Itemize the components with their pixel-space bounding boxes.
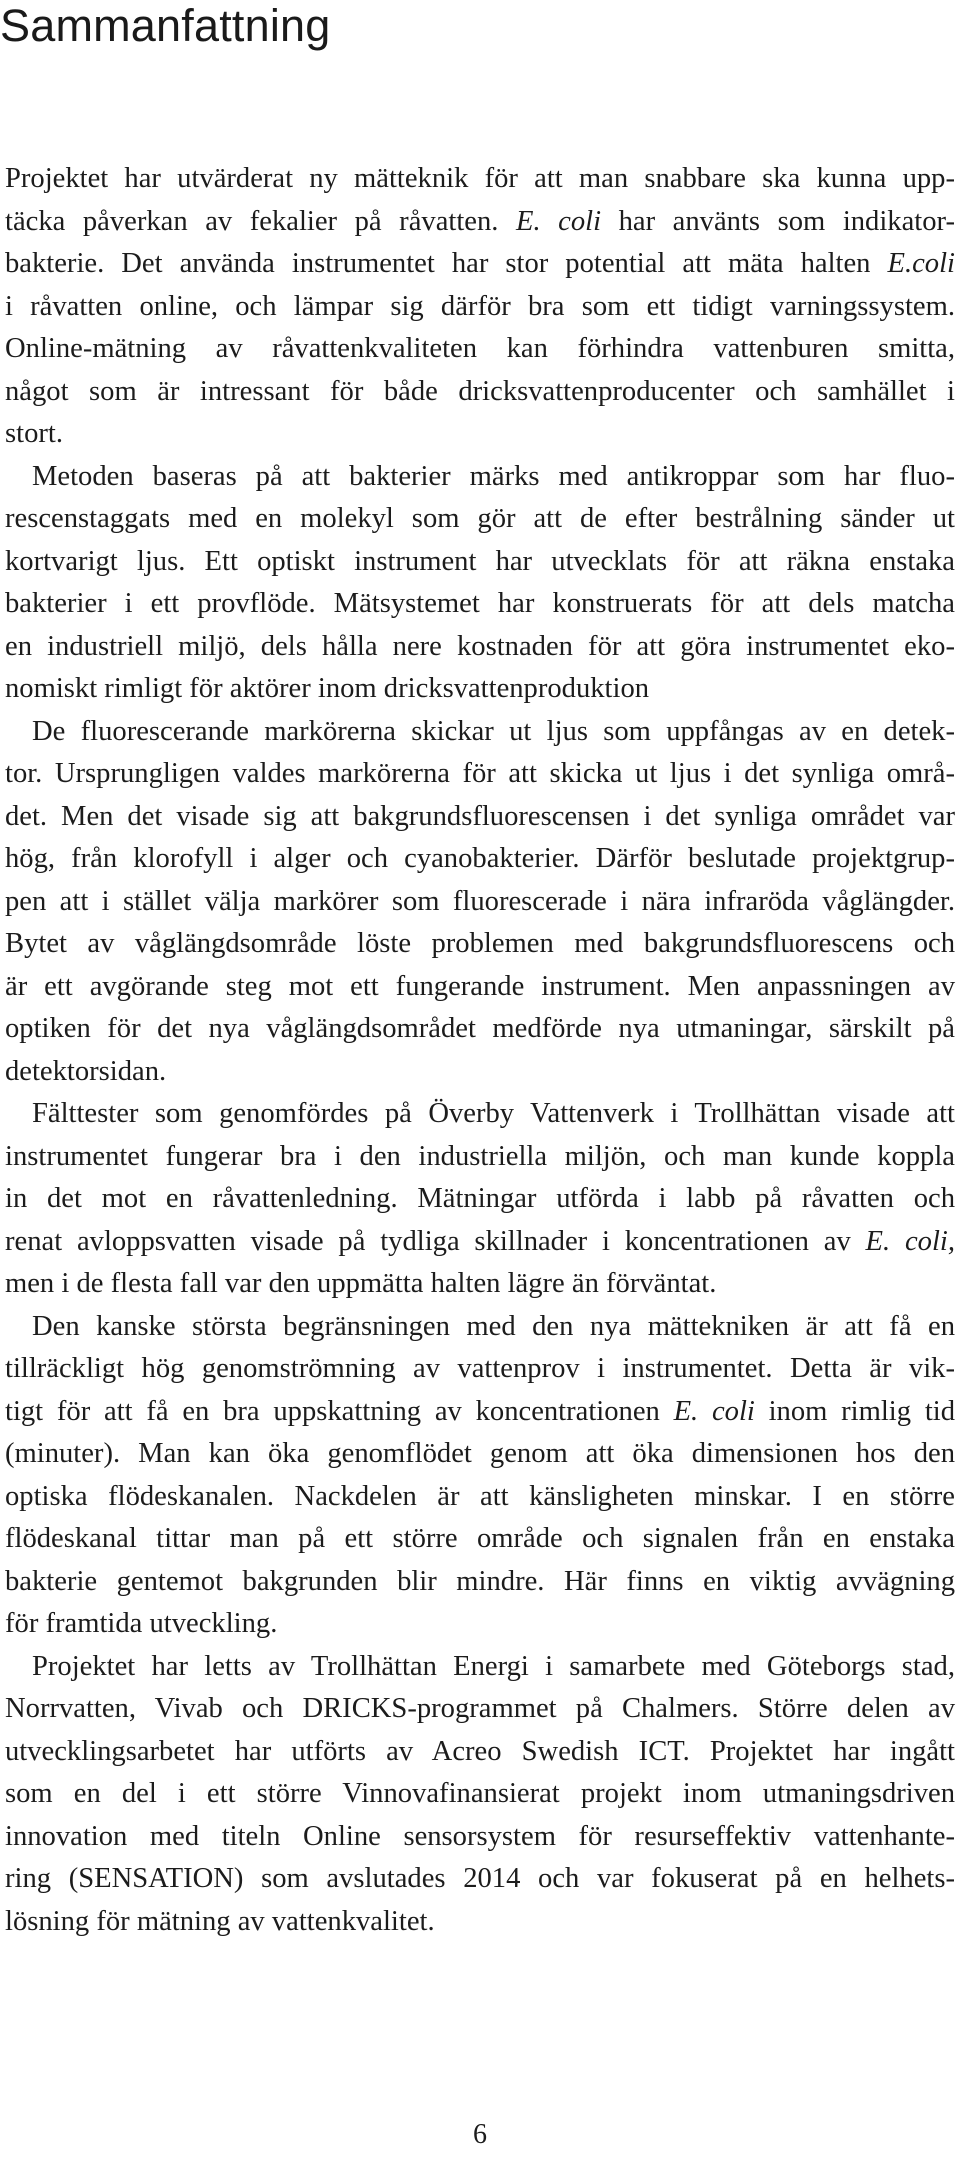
text-run: bakterie. Det använda instrumentet har stor potential att mäta halten — [5, 248, 888, 279]
text-line — [5, 1348, 955, 1391]
text-run: Projektet har letts av Trollhättan Energi i samarbete med Göteborgs stad, — [32, 1650, 955, 1682]
paragraph — [5, 1093, 955, 1306]
page-title: Sammanfattning — [0, 0, 331, 51]
text-line — [5, 626, 955, 669]
text-line — [5, 753, 955, 796]
text-run: Bytet av våglängdsområde löste problemen med bakgrundsfluorescens och — [5, 928, 955, 959]
text-line — [5, 1773, 955, 1816]
text-line — [5, 1688, 955, 1731]
text-line — [5, 796, 955, 839]
text-line — [5, 1136, 955, 1179]
text-run: nomiskt rimligt för aktörer inom dricksvattenproduktion — [5, 673, 650, 704]
text-run: rescenstaggats med en molekyl som gör att de efter bestrålning sänder ut — [5, 503, 955, 534]
text-run: ring (SENSATION) som avslutades 2014 och var fokuserat på en helhets- — [5, 1863, 955, 1894]
text-run: inom rimlig tid — [754, 1395, 955, 1427]
text-run: men i de flesta fall var den uppmätta halten lägre än förväntat. — [5, 1268, 717, 1299]
text-run: Online-mätning av råvattenkvaliteten kan förhindra vattenburen smitta, — [5, 333, 955, 364]
text-line — [5, 583, 955, 626]
text-line — [5, 243, 955, 286]
text-run: har använts som indikator- — [601, 205, 955, 237]
text-line — [5, 328, 955, 371]
text-line — [5, 1603, 955, 1646]
text-line — [5, 371, 955, 414]
text-line — [5, 1008, 955, 1051]
text-line — [5, 881, 955, 924]
text-line — [5, 711, 955, 754]
text-run: Fälttester som genomfördes på Överby Vattenverk i Trollhättan visade att — [32, 1098, 955, 1129]
text-line — [5, 838, 955, 881]
text-line — [5, 456, 955, 499]
text-line — [5, 1518, 955, 1561]
text-run: är ett avgörande steg mot ett fungerande instrument. Men anpassningen av — [5, 970, 955, 1002]
text-run: De fluorescerande markörerna skickar ut ljus som uppfångas av en detek- — [32, 715, 955, 747]
italic-term: E. coli, — [865, 1225, 955, 1257]
text-line — [5, 158, 955, 201]
text-line — [5, 923, 955, 966]
text-line — [5, 668, 955, 711]
text-run: något som är intressant för både dricksvattenproducenter och samhället i — [5, 375, 955, 407]
text-line — [5, 1093, 955, 1136]
text-run: Metoden baseras på att bakterier märks med antikroppar som har fluo- — [32, 460, 955, 492]
text-line — [5, 1476, 955, 1519]
text-line — [5, 413, 955, 456]
text-line — [5, 1731, 955, 1774]
text-run: för framtida utveckling. — [5, 1608, 278, 1639]
text-run: tillräckligt hög genomströmning av vattenprov i instrumentet. Detta är vik- — [5, 1353, 955, 1384]
text-run: tor. Ursprungligen valdes markörerna för att skicka ut ljus i det synliga områ- — [5, 758, 955, 789]
text-run: bakterier i ett provflöde. Mätsystemet har konstruerats för att dels matcha — [5, 588, 955, 619]
text-run: i råvatten online, och lämpar sig därför bra som ett tidigt varningssystem. — [5, 290, 955, 322]
text-line — [5, 201, 955, 244]
summary-body — [5, 158, 955, 1943]
text-run: (minuter). Man kan öka genomflödet genom att öka dimensionen hos den — [5, 1438, 955, 1469]
text-run: utvecklingsarbetet har utförts av Acreo Swedish ICT. Projektet har ingått — [5, 1735, 955, 1767]
paragraph — [5, 158, 955, 456]
text-run: Projektet har utvärderat ny mätteknik för att man snabbare ska kunna upp- — [5, 163, 955, 194]
text-run: kortvarigt ljus. Ett optiskt instrument har utvecklats för att räkna enstaka — [5, 545, 955, 577]
text-run: tigt för att få en bra uppskattning av koncentrationen — [5, 1395, 674, 1427]
text-line — [5, 1561, 955, 1604]
text-run: pen att i stället välja markörer som fluorescerade i nära infraröda våglängder. — [5, 885, 955, 917]
text-line — [5, 966, 955, 1009]
text-line — [5, 1391, 955, 1434]
text-line — [5, 1221, 955, 1264]
text-run: lösning för mätning av vattenkvalitet. — [5, 1905, 435, 1937]
text-run: stort. — [5, 418, 63, 449]
text-line — [5, 1433, 955, 1476]
text-run: optiska flödeskanalen. Nackdelen är att känsligheten minskar. I en större — [5, 1480, 955, 1512]
text-line — [5, 541, 955, 584]
text-line — [5, 286, 955, 329]
text-line — [5, 498, 955, 541]
page-number: 6 — [473, 2119, 487, 2150]
italic-term: E.coli — [887, 248, 955, 279]
text-line — [5, 1178, 955, 1221]
text-run: detektorsidan. — [5, 1055, 167, 1087]
paragraph — [5, 1306, 955, 1646]
text-run: flödeskanal tittar man på ett större område och signalen från en enstaka — [5, 1523, 955, 1554]
text-run: in det mot en råvattenledning. Mätningar utförda i labb på råvatten och — [5, 1183, 955, 1214]
paragraph — [5, 1646, 955, 1944]
italic-term: E. coli — [673, 1395, 755, 1427]
text-line — [5, 1051, 955, 1094]
text-run: Norrvatten, Vivab och DRICKS-programmet på Chalmers. Större delen av — [5, 1693, 955, 1724]
text-run: innovation med titeln Online sensorsystem för resurseffektiv vattenhante- — [5, 1820, 955, 1852]
text-line — [5, 1816, 955, 1859]
text-run: Den kanske största begränsningen med den nya mättekniken är att få en — [32, 1310, 955, 1342]
text-line — [5, 1858, 955, 1901]
text-run: som en del i ett större Vinnovafinansierat projekt inom utmaningsdriven — [5, 1778, 955, 1809]
text-run: renat avloppsvatten visade på tydliga skillnader i koncentrationen av — [5, 1225, 866, 1257]
text-run: en industriell miljö, dels hålla nere kostnaden för att göra instrumentet eko- — [5, 630, 955, 662]
text-run: det. Men det visade sig att bakgrundsfluorescensen i det synliga området var — [5, 800, 955, 832]
text-line — [5, 1306, 955, 1349]
italic-term: E. coli — [515, 205, 602, 237]
text-line — [5, 1263, 955, 1306]
text-run: hög, från klorofyll i alger och cyanobakterier. Därför beslutade projektgrup- — [5, 843, 955, 874]
text-run: täcka påverkan av fekalier på råvatten. — [5, 205, 516, 237]
text-line — [5, 1646, 955, 1689]
text-run: optiken för det nya våglängdsområdet medförde nya utmaningar, särskilt på — [5, 1013, 955, 1044]
paragraph — [5, 711, 955, 1094]
text-line — [5, 1901, 955, 1944]
text-run: instrumentet fungerar bra i den industriella miljön, och man kunde koppla — [5, 1140, 955, 1172]
text-run: bakterie gentemot bakgrunden blir mindre. Här finns en viktig avvägning — [5, 1565, 955, 1597]
paragraph — [5, 456, 955, 711]
